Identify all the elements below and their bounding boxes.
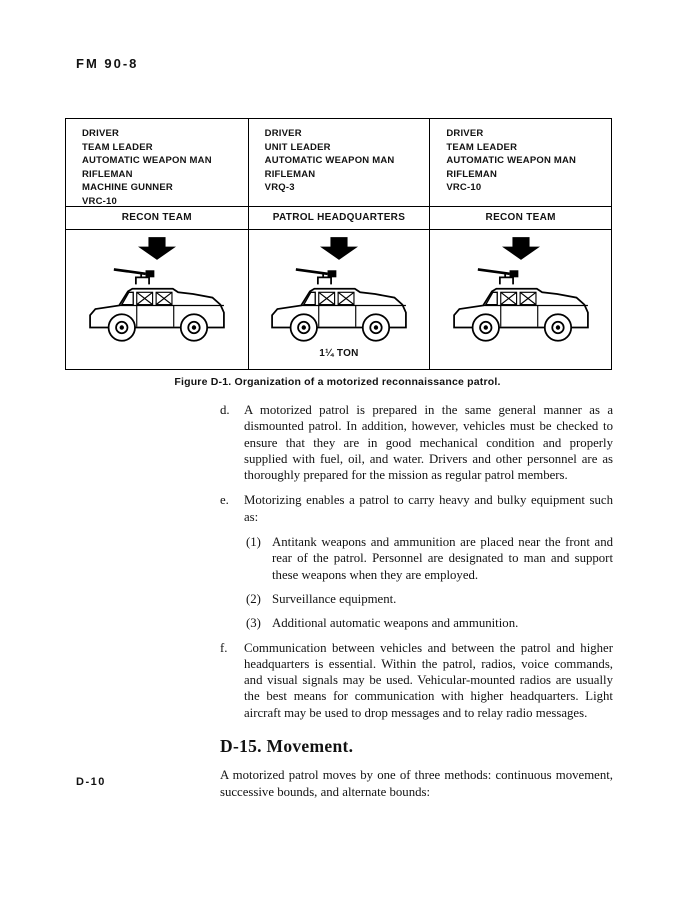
section-heading: D-15. Movement. (220, 736, 354, 757)
machine-gun (478, 269, 519, 284)
front-wheel (291, 314, 317, 340)
figure-caption: Figure D-1. Organization of a motorized reconnaissance patrol. (174, 376, 501, 388)
paragraph-text: A motorized patrol is prepared in the same general manner as a dismounted patrol. In addition, however, vehicles must be checked to ensure that they are in good mechanical condition and properly supplied with fuel, oil, and water. Drivers and other personnel are as thoroughly prepared for the mission as regular patrol members. (244, 403, 613, 483)
crew-member: VRC-10 (446, 182, 482, 193)
paragraph-e (220, 492, 613, 525)
machine-gun (114, 269, 155, 284)
item-text: Antitank weapons and ammunition are placed near the front and rear of the patrol. Personnel are designated to man and support these weapons when they are employed. (272, 535, 613, 582)
crew-member: VRQ-3 (264, 182, 295, 193)
rear-wheel (544, 314, 570, 340)
vehicle-illustration (446, 265, 596, 346)
down-arrow-icon (502, 237, 540, 260)
page-number: D-10 (76, 776, 106, 788)
vehicle-panel-2 (248, 230, 430, 369)
down-arrow-icon (138, 237, 176, 260)
crew-member: DRIVER (82, 128, 120, 139)
list-item-2 (246, 591, 613, 607)
item-label: (1) (246, 535, 261, 550)
crew-list-recon-team-1 (66, 119, 248, 206)
vehicle-panel-1 (66, 230, 248, 369)
list-item-3 (246, 615, 613, 631)
crew-member: AUTOMATIC WEAPON MAN (446, 155, 577, 166)
paragraph-d (220, 402, 613, 483)
paragraph-label: f. (220, 640, 228, 655)
item-label: (3) (246, 616, 261, 631)
crew-member: DRIVER (446, 128, 484, 139)
crew-list-patrol-headquarters (248, 119, 430, 206)
crew-member: DRIVER (264, 128, 302, 139)
crew-member: RIFLEMAN (446, 168, 498, 180)
vehicle-panel-3 (429, 230, 611, 369)
item-text: Surveillance equipment. (272, 591, 397, 606)
crew-member: MACHINE GUNNER (82, 182, 173, 193)
crew-member: VRC-10 (82, 195, 117, 207)
crew-member: AUTOMATIC WEAPON MAN (82, 155, 212, 166)
crew-member: RIFLEMAN (82, 168, 133, 180)
team-label-recon-team-2: RECON TEAM (429, 206, 611, 230)
rear-wheel (363, 314, 389, 340)
crew-member: TEAM LEADER (446, 141, 518, 153)
crew-member: RIFLEMAN (264, 168, 316, 180)
item-text: Additional automatic weapons and ammunition. (272, 616, 519, 631)
front-wheel (108, 314, 134, 340)
closing-paragraph: A motorized patrol moves by one of three methods: continuous movement, successive bounds, and alternate bounds: (220, 768, 613, 799)
paragraph-f (220, 640, 613, 721)
rear-wheel (181, 314, 207, 340)
vehicle-illustration (264, 265, 414, 346)
crew-list-recon-team-2 (429, 119, 611, 206)
paragraph-text: Motorizing enables a patrol to carry heavy and bulky equipment such as: (244, 493, 613, 524)
team-label-patrol-headquarters: PATROL HEADQUARTERS (248, 206, 430, 230)
vehicle-illustration (82, 265, 232, 346)
team-label-recon-team-1: RECON TEAM (66, 206, 248, 230)
machine-gun (296, 269, 337, 284)
figure-grid (66, 119, 611, 369)
figure-box (65, 118, 612, 370)
page-header: FM 90-8 (76, 56, 139, 71)
paragraph-label: e. (220, 493, 229, 508)
down-arrow-icon (320, 237, 358, 260)
front-wheel (472, 314, 498, 340)
item-label: (2) (246, 591, 261, 606)
crew-member: UNIT LEADER (264, 141, 331, 153)
body-text (220, 402, 613, 800)
crew-member: AUTOMATIC WEAPON MAN (264, 155, 395, 166)
paragraph-text: Communication between vehicles and between the patrol and higher headquarters is essential. Within the patrol, radios, voice commands, and visual signals may be used. Vehicular-mounted radios are usually the best means for communication with higher headquarters. Light aircraft may be used to drop messages and to relay radio messages. (244, 640, 613, 720)
vehicle-caption: 1¼ TON (319, 348, 359, 359)
crew-member: TEAM LEADER (82, 141, 153, 153)
paragraph-label: d. (220, 403, 230, 417)
list-item-1 (246, 534, 613, 583)
